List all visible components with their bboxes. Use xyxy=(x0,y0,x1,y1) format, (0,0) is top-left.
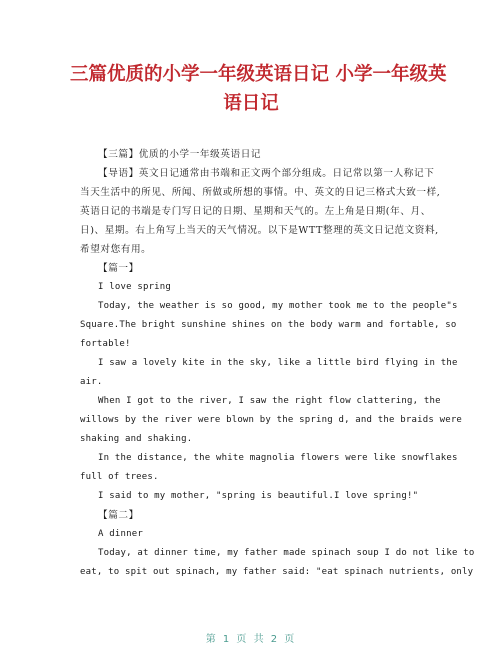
page-footer: 第 1 页 共 2 页 xyxy=(205,634,297,645)
text-line: 【三篇】优质的小学一年级英语日记 xyxy=(98,149,262,160)
document-title-line-1: 三篇优质的小学一年级英语日记 小学一年级英 xyxy=(70,64,447,85)
text-line: fortable! xyxy=(80,339,131,349)
text-line: willows by the river were blown by the spring d, and the braids were xyxy=(80,415,463,425)
document-title-line-2: 语日记 xyxy=(223,93,279,114)
text-line: full of trees. xyxy=(80,472,159,482)
text-line: 【导语】英文日记通常由书端和正文两个部分组成。日记常以第一人称记下 xyxy=(98,168,435,179)
text-line: 当天生活中的所见、所闻、所做或所想的事情。中、英文的日记三格式大致一样, xyxy=(80,187,441,198)
document-body xyxy=(80,145,475,615)
text-line: 希望对您有用。 xyxy=(80,244,152,255)
section-heading: 【篇二】 xyxy=(98,510,139,521)
text-line: 日)、星期。右上角写上当天的天气情况。以下是WTT整理的英文日记范文资料, xyxy=(80,225,439,236)
text-line: When I got to the river, I saw the right flow clattering, the xyxy=(98,396,441,406)
text-line: I said to my mother, "spring is beautiful.I love spring!" xyxy=(98,491,419,501)
text-line: I love spring xyxy=(98,282,172,292)
text-line: air. xyxy=(80,377,103,387)
text-line: A dinner xyxy=(98,529,143,539)
text-line: eat, to spit out spinach, my father said: "eat spinach nutrients, only xyxy=(80,567,474,577)
text-line: Today, at dinner time, my father made spinach soup I do not like to xyxy=(98,548,475,558)
text-line: shaking and shaking. xyxy=(80,434,193,444)
text-line: Square.The bright sunshine shines on the body warm and fortable, so xyxy=(80,320,457,330)
text-line: I saw a lovely kite in the sky, like a little bird flying in the xyxy=(98,358,458,368)
text-line: Today, the weather is so good, my mother took me to the people"s xyxy=(98,301,458,311)
section-heading: 【篇一】 xyxy=(98,263,139,274)
text-line: 英语日记的书端是专门写日记的日期、星期和天气的。左上角是日期(年、月、 xyxy=(80,206,431,217)
text-line: In the distance, the white magnolia flowers were like snowflakes xyxy=(98,453,458,463)
